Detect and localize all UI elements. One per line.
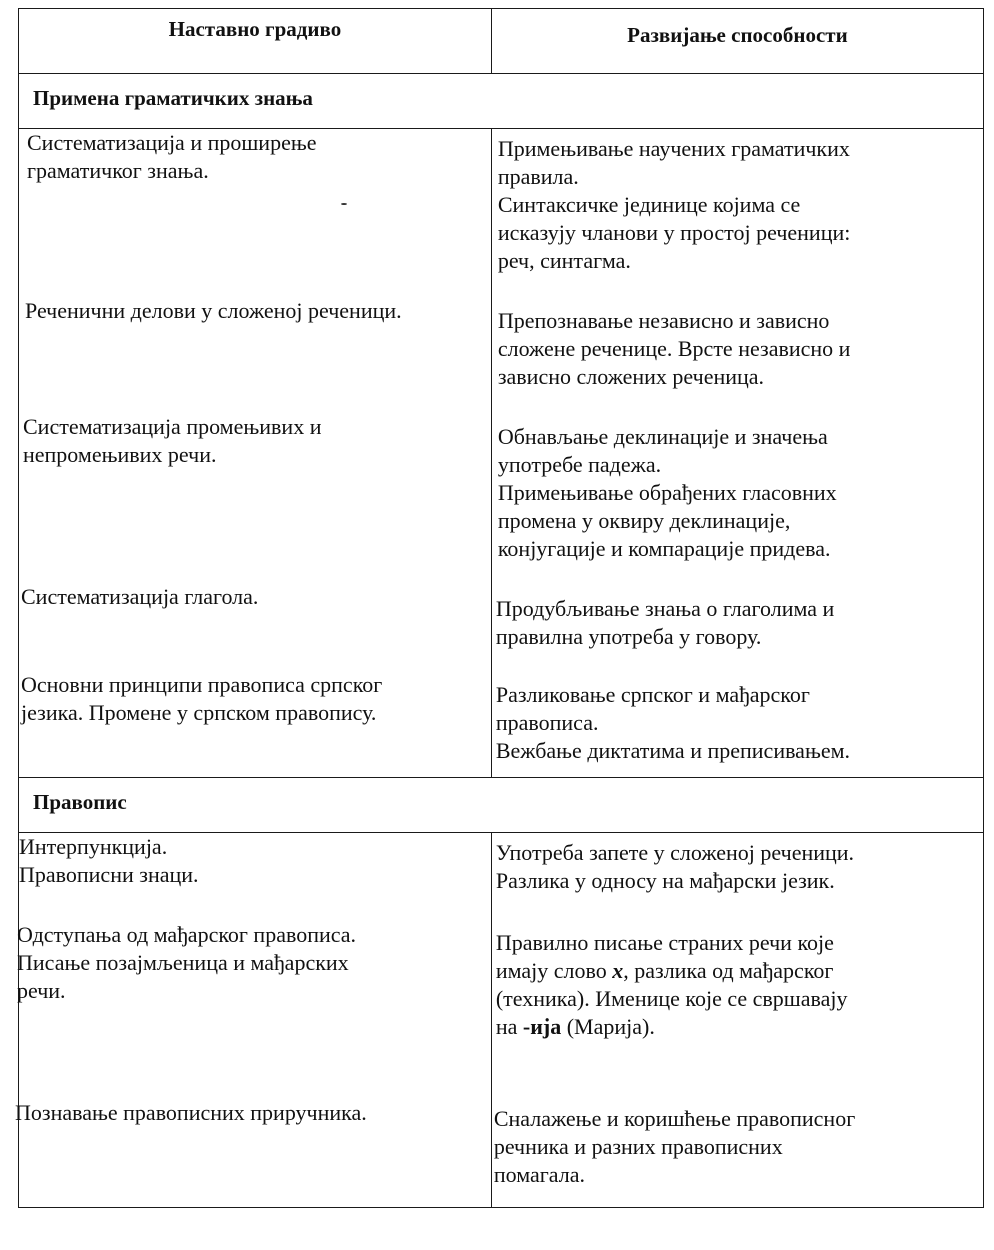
table-header-row bbox=[19, 9, 984, 74]
content-cell bbox=[19, 129, 492, 778]
section-title-cell bbox=[19, 778, 984, 833]
skills-item: Примењивање научених граматичких правила. Синтаксичке јединице којима се исказују чланови у простој реченици: реч, синтагма. bbox=[497, 136, 851, 273]
content-item: Систематизација промењивих и непромењивих речи. bbox=[23, 414, 322, 467]
content-item: Систематизација глагола. bbox=[21, 584, 259, 609]
content-item: Реченични делови у сложеној реченици. bbox=[25, 298, 402, 323]
skills-item: Сналажење и коришћење правописног речника и разних правописних помагала. bbox=[493, 1106, 856, 1187]
content-item: Познавање правописних приручника. bbox=[15, 1100, 367, 1125]
table-row bbox=[19, 833, 984, 1208]
suffix-ija: -ија bbox=[522, 1014, 562, 1039]
skills-item: Обнављање деклинације и значења употребе падежа. Примењивање обрађених гласовних промена у оквиру деклинације, конјугације и компарације придева. bbox=[497, 424, 837, 561]
skills-item bbox=[496, 929, 848, 1041]
skills-item: Употреба запете у сложеној реченици. Разлика у односу на мађарски језик. bbox=[495, 840, 855, 893]
section-row bbox=[19, 778, 984, 833]
scan-speck bbox=[341, 203, 347, 205]
skills-cell bbox=[491, 129, 983, 778]
section-title: Примена граматичких знања bbox=[33, 86, 313, 110]
header-skills-label: Развијање способности bbox=[627, 23, 848, 47]
content-item: Интерпункција. Правописни знаци. bbox=[19, 834, 199, 887]
content-item: Основни принципи правописа српског језика. Промене у српском правопису. bbox=[21, 672, 383, 725]
skills-text-part: (Марија). bbox=[561, 1014, 655, 1039]
content-item: Одступања од мађарског правописа. Писање позајмљеница и мађарских речи. bbox=[17, 922, 357, 1003]
header-cell-content bbox=[19, 9, 492, 74]
skills-item: Препознавање независно и зависно сложене реченице. Врсте независно и зависно сложених реченица. bbox=[497, 308, 851, 389]
letter-x: x bbox=[612, 958, 624, 983]
section-row bbox=[19, 74, 984, 129]
table-row bbox=[19, 129, 984, 778]
skills-text-part: , разлика од мађарског (техника). Именице које се свршавају на bbox=[495, 958, 848, 1039]
curriculum-table bbox=[15, 8, 984, 1208]
section-title-cell bbox=[19, 74, 984, 129]
content-cell bbox=[15, 833, 492, 1208]
header-content-label: Наставно градиво bbox=[168, 17, 342, 41]
header-cell-skills bbox=[491, 9, 983, 74]
section-title: Правопис bbox=[33, 790, 127, 814]
skills-text-part: Правилно писање страних речи које имају слово bbox=[495, 930, 834, 983]
skills-item: Разликовање српског и мађарског правописа. Вежбање диктатима и преписивањем. bbox=[495, 682, 851, 763]
curriculum-page bbox=[15, 8, 984, 1228]
content-item: Систематизација и проширење граматичког знања. bbox=[27, 130, 317, 183]
skills-cell bbox=[491, 833, 983, 1208]
skills-item: Продубљивање знања о глаголима и правилна употреба у говору. bbox=[495, 596, 835, 649]
